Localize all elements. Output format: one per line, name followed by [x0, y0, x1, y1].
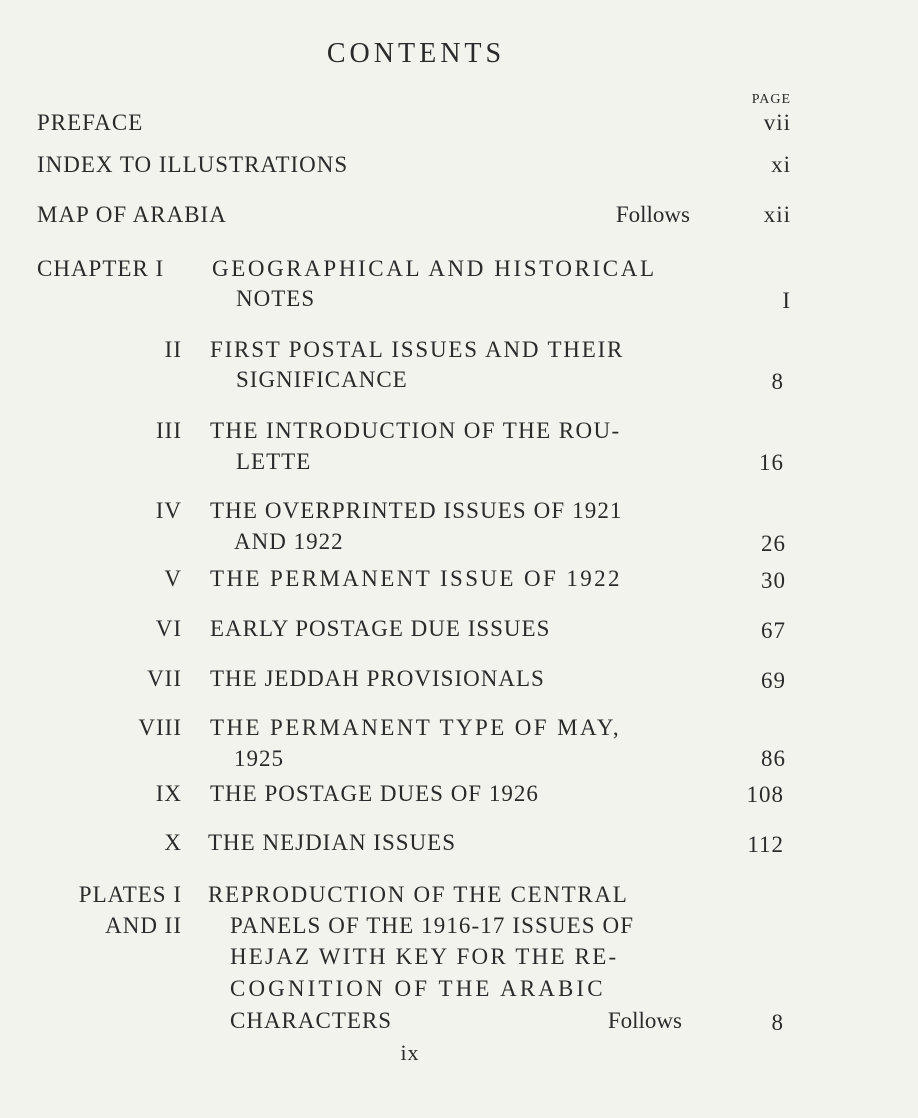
- chapter-label: VIII: [138, 715, 182, 740]
- entry-title-line-2: SIGNIFICANCE: [236, 367, 408, 392]
- entry-page: I: [782, 288, 791, 313]
- plates-label-line-2: AND II: [105, 913, 182, 938]
- entry-title-line-3: HEJAZ WITH KEY FOR THE RE-: [230, 944, 619, 969]
- entry-title-line-1: THE OVERPRINTED ISSUES OF 1921: [210, 498, 623, 523]
- entry-title-line-1: THE POSTAGE DUES OF 1926: [210, 781, 539, 806]
- entry-title-line-2: NOTES: [236, 286, 316, 311]
- chapter-label: IX: [155, 781, 182, 806]
- entry-title-line-1: THE PERMANENT TYPE OF MAY,: [210, 715, 622, 740]
- entry-page: xi: [771, 152, 791, 177]
- entry-title-line-1: THE PERMANENT ISSUE OF 1922: [210, 566, 622, 591]
- page-title: CONTENTS: [326, 38, 506, 69]
- chapter-label: X: [164, 830, 182, 855]
- entry-title: MAP OF ARABIA: [37, 202, 227, 227]
- entry-page: xii: [763, 202, 791, 227]
- entry-page: 67: [761, 618, 786, 643]
- entry-page: 69: [761, 668, 786, 693]
- chapter-label: III: [156, 418, 182, 443]
- entry-page: 8: [771, 1010, 784, 1035]
- entry-title-line-1: THE NEJDIAN ISSUES: [208, 830, 456, 855]
- entry-page: 86: [761, 746, 786, 771]
- entry-title-line-1: THE JEDDAH PROVISIONALS: [210, 666, 545, 691]
- entry-title-line-2: LETTE: [236, 449, 312, 474]
- chapter-label: II: [164, 337, 182, 362]
- entry-page: 30: [761, 568, 786, 593]
- chapter-label: VI: [155, 616, 182, 641]
- entry-page: 8: [771, 369, 784, 394]
- entry-title-line-5: CHARACTERS: [230, 1008, 393, 1033]
- entry-page: 112: [747, 832, 784, 857]
- entry-page: vii: [763, 110, 791, 135]
- plates-label-line-1: PLATES I: [78, 882, 182, 907]
- entry-title-line-1: EARLY POSTAGE DUE ISSUES: [210, 616, 551, 641]
- entry-title-line-2: PANELS OF THE 1916-17 ISSUES OF: [230, 913, 635, 938]
- entry-page: 108: [746, 782, 784, 807]
- page-number: ix: [400, 1040, 420, 1065]
- entry-page: 26: [761, 531, 786, 556]
- chapter-label: V: [164, 566, 182, 591]
- entry-page: 16: [759, 450, 784, 475]
- entry-title-line-4: COGNITION OF THE ARABIC: [230, 976, 606, 1001]
- chapter-label: IV: [155, 498, 182, 523]
- chapter-label: CHAPTER I: [37, 256, 165, 281]
- entry-title-line-2: AND 1922: [234, 529, 344, 554]
- entry-title: INDEX TO ILLUSTRATIONS: [37, 152, 349, 177]
- entry-title-line-1: REPRODUCTION OF THE CENTRAL: [208, 882, 629, 907]
- chapter-label: VII: [147, 666, 182, 691]
- entry-title: PREFACE: [37, 110, 144, 135]
- entry-note: Follows: [615, 202, 690, 227]
- entry-title-line-1: FIRST POSTAL ISSUES AND THEIR: [210, 337, 625, 362]
- entry-title-line-1: GEOGRAPHICAL AND HISTORICAL: [212, 256, 657, 281]
- entry-title-line-2: 1925: [234, 746, 284, 771]
- page-column-header: PAGE: [751, 92, 791, 107]
- entry-title-line-1: THE INTRODUCTION OF THE ROU-: [210, 418, 621, 443]
- entry-note: Follows: [607, 1008, 682, 1033]
